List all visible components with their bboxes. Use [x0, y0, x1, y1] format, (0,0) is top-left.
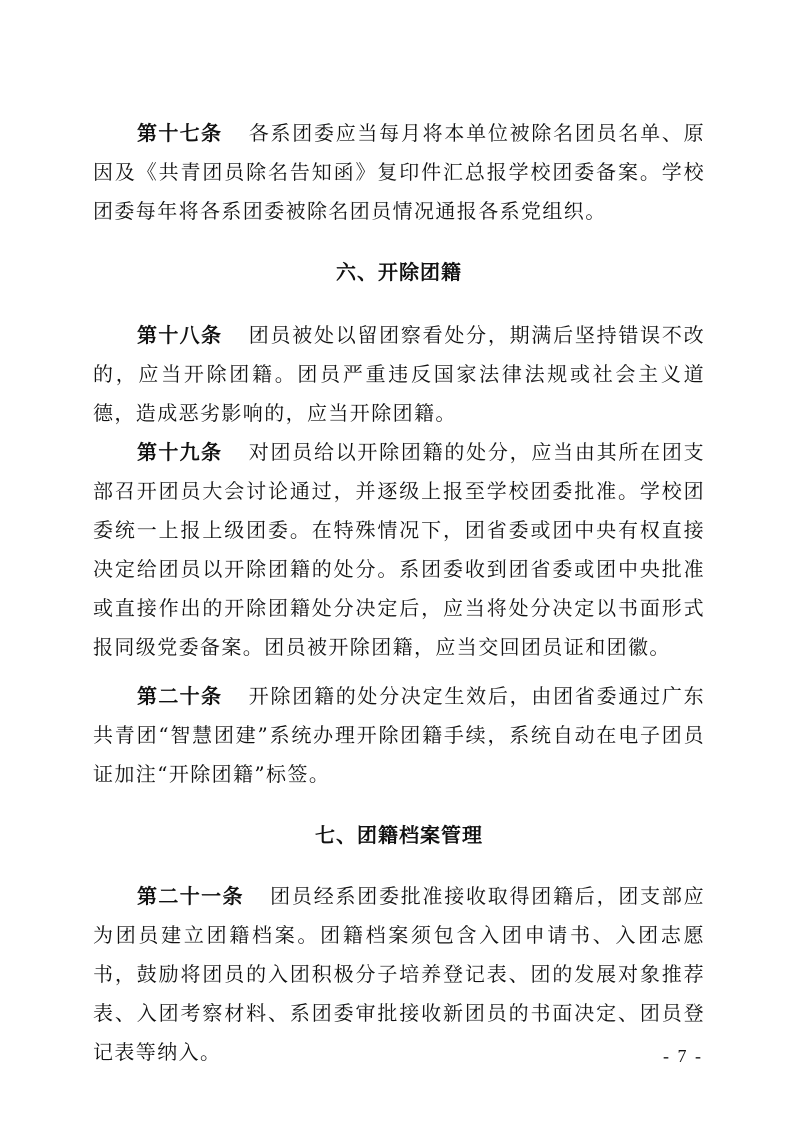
article-text: 团员经系团委批准接收取得团籍后，团支部应为团员建立团籍档案。团籍档案须包含入团申请书、入团志愿书，鼓励将团员的入团积极分子培养登记表、团的发展对象推荐表、入团考察材料、系团委审批接收新团员的书面决定、团员登记表等纳入。	[93, 884, 706, 1064]
article-19	[93, 433, 705, 667]
article-text: 对团员给以开除团籍的处分，应当由其所在团支部召开团员大会讨论通过，并逐级上报至学校团委批准。学校团委统一上报上级团委。在特殊情况下，团省委或团中央有权直接决定给团员以开除团籍的处分。系团委收到团省委或团中央批准或直接作出的开除团籍处分决定后，应当将处分决定以书面形式报同级党委备案。团员被开除团籍，应当交回团员证和团徽。	[93, 440, 705, 659]
article-label: 第十八条	[137, 323, 223, 347]
article-label: 第十七条	[137, 121, 223, 145]
section-heading-7: 七、团籍档案管理	[315, 823, 483, 847]
page-number: - 7 -	[663, 1046, 703, 1066]
article-17	[93, 114, 705, 231]
article-21	[93, 877, 705, 1072]
article-18	[93, 316, 705, 433]
article-label: 第二十一条	[137, 884, 244, 908]
article-20	[93, 677, 705, 794]
section-heading-6: 六、开除团籍	[336, 260, 462, 284]
article-label: 第十九条	[137, 440, 223, 464]
article-text: 团员被处以留团察看处分，期满后坚持错误不改的，应当开除团籍。团员严重违反国家法律法规或社会主义道德，造成恶劣影响的，应当开除团籍。	[93, 323, 705, 425]
article-text: 开除团籍的处分决定生效后，由团省委通过广东共青团“智慧团建”系统办理开除团籍手续，系统自动在电子团员证加注“开除团籍”标签。	[93, 684, 705, 786]
article-label: 第二十条	[137, 684, 223, 708]
article-text: 各系团委应当每月将本单位被除名团员名单、原因及《共青团员除名告知函》复印件汇总报学校团委备案。学校团委每年将各系团委被除名团员情况通报各系党组织。	[93, 121, 705, 223]
